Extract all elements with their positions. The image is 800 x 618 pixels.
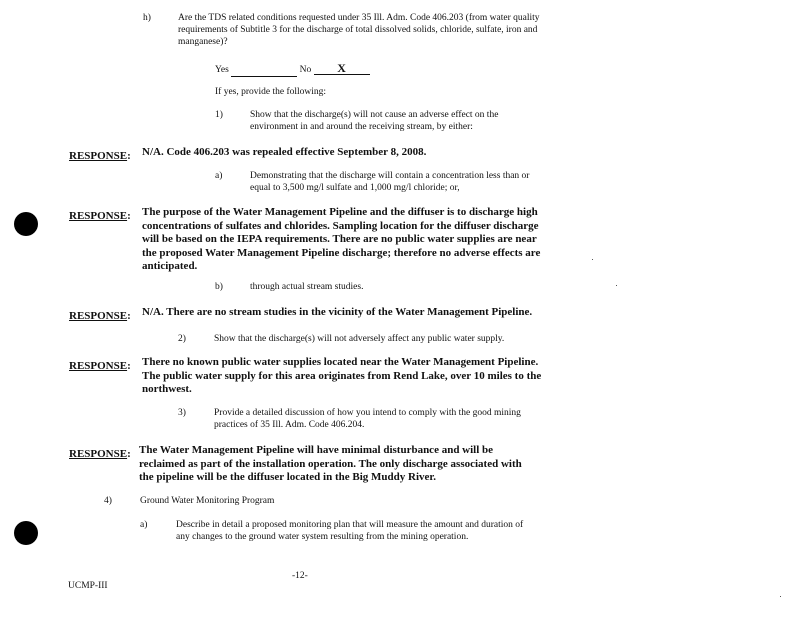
item-1-text: Show that the discharge(s) will not cause an adverse effect on the environment in and around the receiving stream, by either:: [250, 110, 499, 132]
response-5-text: The Water Management Pipeline will have minimal disturbance and will be reclaimed as part of the installation operation. The only discharge associated with the pipeline will be the diffuser located in the Big Muddy River.: [139, 444, 522, 483]
response-3-label: RESPONSE:: [69, 310, 131, 322]
page-number: -12-: [292, 571, 308, 581]
item-a-number: a): [215, 171, 223, 181]
item-1-number: 1): [215, 110, 223, 120]
response-1-text: N/A. Code 406.203 was repealed effective September 8, 2008.: [142, 146, 427, 158]
item-3-text: Provide a detailed discussion of how you intend to comply with the good mining practices of 35 Ill. Adm. Code 406.204.: [214, 408, 521, 430]
item-4a-number: a): [140, 520, 148, 530]
scan-speck: [780, 596, 781, 597]
response-2-label: RESPONSE:: [69, 210, 131, 222]
no-blank: [314, 62, 370, 75]
response-5-label: RESPONSE:: [69, 448, 131, 460]
scan-speck: [616, 285, 617, 286]
punch-hole-top: [14, 212, 38, 236]
item-2-text: Show that the discharge(s) will not adversely affect any public water supply.: [214, 334, 505, 344]
response-3-text: N/A. There are no stream studies in the vicinity of the Water Management Pipeline.: [142, 306, 533, 318]
yes-label: Yes: [215, 65, 229, 75]
section-4-number: 4): [104, 496, 112, 506]
item-3-number: 3): [178, 408, 186, 418]
response-2-text: The purpose of the Water Management Pipeline and the diffuser is to discharge high concentrations of sulfates and chlorides. Sampling location for the diffuser discharge will be based on the IEPA requirements. There are no public water supplies are near the proposed Water Management Pipeline discharge; therefore no adverse effects are anticipated.: [142, 206, 541, 272]
no-mark: X: [337, 61, 346, 75]
response-4-label: RESPONSE:: [69, 360, 131, 372]
item-4a-text: Describe in detail a proposed monitoring plan that will measure the amount and duration of any changes to the ground water system resulting from the mining operation.: [176, 520, 524, 542]
response-1-label: RESPONSE:: [69, 150, 131, 162]
scan-speck: [592, 259, 593, 260]
no-label: No: [299, 65, 312, 75]
if-yes-text: If yes, provide the following:: [215, 87, 327, 97]
punch-hole-bottom: [14, 521, 38, 545]
item-a-text: Demonstrating that the discharge will contain a concentration less than or equal to 3,500 mg/l sulfate and 1,000 mg/l chloride; or,: [250, 171, 530, 193]
yes-no-line: [215, 62, 370, 77]
question-h-text: Are the TDS related conditions requested under 35 Ill. Adm. Code 406.203 (from water quality requirements of Subtitle 3 for the discharge of total dissolved solids, chloride, sulfate, iron and manganese)?: [178, 13, 540, 47]
section-4-title: Ground Water Monitoring Program: [140, 496, 275, 506]
yes-blank: [231, 64, 297, 77]
item-b-text: through actual stream studies.: [250, 282, 364, 292]
item-2-number: 2): [178, 334, 186, 344]
question-h-number: h): [143, 13, 151, 23]
form-id: UCMP-III: [68, 581, 108, 591]
response-4-text: There no known public water supplies located near the Water Management Pipeline. The public water supply for this area originates from Rend Lake, over 10 miles to the northwest.: [142, 356, 542, 395]
item-b-number: b): [215, 282, 223, 292]
